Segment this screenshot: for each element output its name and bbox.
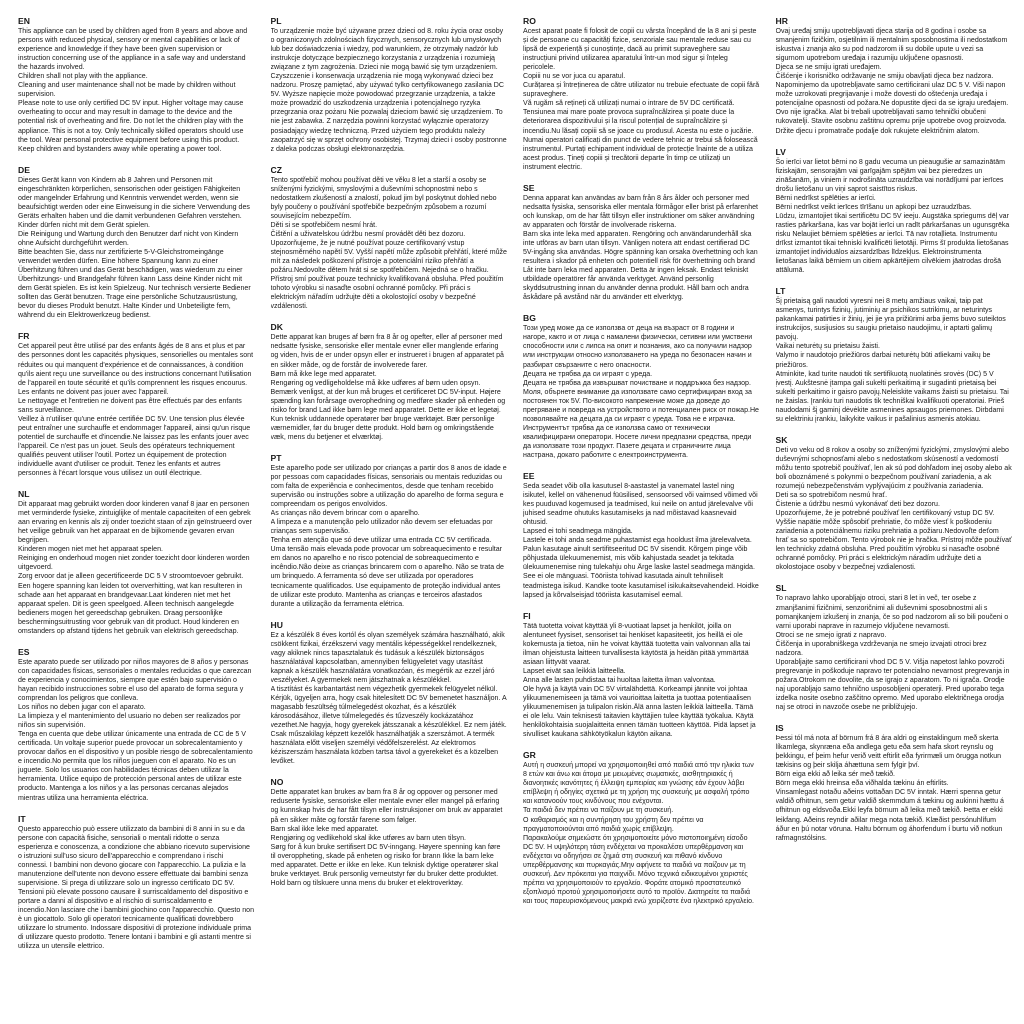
language-code-heading: PL: [270, 16, 282, 26]
safety-warning-text: Tento spotřebič mohou používat děti ve věku 8 let a starší a osoby se sníženými fyzickými, smyslovými a duševními schopnostmi nebo s nedostatkem zkušeností a znalostí, pokud jim byl poskytnut dohled nebo byly poučeny o používání spotřebiče bezpečným způsobem a rozumí souvisejícím nebezpečím. Děti si se spotřebičem nesmí hrát. Čištění a uživatelskou údržbu nesmí provádět děti bez dozoru. Upozorňujeme, že je nutné používat pouze certifikovaný vstup stejnosměrného napětí 5V. Vyšší napětí může způsobit přehřátí, které může mít za následek poškození přístroje a potenciální riziko přehřátí a požáru.Nedovolte dětem hrát si se spotřebičem. Nejedná se o hračku. Přístroj smí používat pouze technicky kvalifikovaná obsluha. Před použitím tohoto výrobku si nasaďte osobní ochranné pomůcky. Při práci s elektrickým nářadím udržujte děti a okolostojící osoby v bezpečné vzdálenosti.: [270, 176, 507, 311]
text-column-1: [18, 16, 255, 1016]
language-code-heading: EN: [18, 16, 30, 26]
safety-warning-text: To napravo lahko uporabljajo otroci, stari 8 let in več, ter osebe z zmanjšanimi fizičnimi, senzoričnimi ali duševnimi sposobnostmi ali s pomanjkanjem izkušenj in znanja, če so pod nadzorom ali so bili poučeni o varni uporabi naprave in razumejo vključene nevarnosti. Otroci se ne smejo igrati z napravo. Čiščenja in uporabniškega vzdrževanja ne smejo izvajati otroci brez nadzora. Uporabljajte samo certificirani vhod DC 5 V. Višja napetost lahko povzroči pregrevanje in poškoduje napravo ter potencialno nevarnost pregrevanja in požara.Otrokom ne dovolite, da se igrajo z aparatom. To ni igrača. Orodje naj uporabljajo samo tehnično usposobljeni operaterji. Pred uporabo tega izdelka nosite osebno zaščitno opremo. Med uporabo električnega orodja naj se otroci in navzoče osebe ne približujejo.: [775, 595, 1010, 712]
language-section-no: [271, 777, 508, 888]
language-code-heading: GR: [523, 750, 536, 761]
text-column-2: [271, 16, 508, 1016]
safety-warning-text: Denna apparat kan användas av barn från 8 års ålder och personer med nedsatta fysiska, sensoriska eller mentala förmågor eller brist på erfarenhet och kunskap, om de har fått tillsyn eller instruktioner om säker användning av apparaten och förstår de involverade riskerna. Barn ska inte leka med apparaten. Rengöring och användarunderhåll ska inte utföras av barn utan tillsyn. Vänligen notera att endast certifierad DC 5V-ingång ska användas. Högre spänning kan orsaka överhettning och kan resultera i skador på enheten och potentiell risk för överhettning och brand Låt inte barn leka med apparaten. Detta är ingen leksak. Endast tekniskt utbildade operatörer får använda verktyget. Använd personlig skyddsutrustning innan du använder denna produkt. Håll barn och andra åskådare på avstånd när du använder ett elverktyg.: [523, 194, 759, 302]
language-section-is: [776, 723, 1013, 843]
safety-warning-text: Este aparelho pode ser utilizado por crianças a partir dos 8 anos de idade e por pessoas com capacidades físicas, sensoriais ou mentais reduzidas ou com falta de experiência e conhecimentos, desde que tenham recebido supervisão ou instruções sobre a utilização do aparelho de forma segura e compreendam os perigos envolvidos. As crianças não devem brincar com o aparelho. A limpeza e a manutenção pelo utilizador não devem ser efetuadas por crianças sem supervisão. Tenha em atenção que só deve utilizar uma entrada CC 5V certificada. Uma tensão mais elevada pode provocar um sobreaquecimento e resultar em danos no aparelho e no risco potencial de sobreaquecimento e incêndio.Não deixe as crianças brincarem com o aparelho. Não se trata de um brinquedo. A ferramenta só deve ser utilizada por operadores tecnicamente qualificados. Use equipamento de proteção individual antes de utilizar este produto. Mantenha as crianças e terceiros afastados durante a utilização da ferramenta elétrica.: [270, 464, 507, 608]
language-code-heading: LV: [775, 146, 786, 157]
language-section-hu: [271, 620, 508, 767]
language-section-it: [18, 814, 255, 952]
language-code-heading: HR: [775, 16, 788, 26]
language-section-pt: [271, 453, 508, 609]
safety-warning-text: Þessi tól má nota af börnum frá 8 ára aldri og einstaklingum með skerta líkamlega, skynræna eða andlega getu eða sem hafa skort reynslu og þekkingu, ef þeim hefur verið veitt eftirlit eða fyrirmæli um örugga notkun tækisins og þeir skilja áhættuna sem fylgir því. Börn eiga ekki að leika sér með tækið. Börn mega ekki hreinsa eða viðhalda tækinu án eftirlits. Vinsamlegast notaðu aðeins vottaðan DC 5V inntak. Hærri spenna getur valdið ofhitnun, sem getur valdið skemmdum á tækinu og aukinni hættu á ofhitnun og eldsvoða.Ekki leyfa börnum að leika með tækið. Þetta er ekki leikfang. Aðeins reyndir aðilar mega nota tækið. Klæðist persónuhlífum áður en þú notar vöruna. Haltu börnum og áhorfendum í burtu við notkun rafmagnstólsins.: [775, 735, 1004, 842]
safety-warning-text: Ez a készülék 8 éves kortól és olyan személyek számára használható, akik csökkent fizikai, érzékszervi vagy mentális képességekkel rendelkeznek, vagy akiknek nincs tapasztalatuk és tudásuk a készülék biztonságos használatával kapcsolatban, amennyiben felügyeletet vagy utasítást kapnak a készülék használatára vonatkozóan, és megértik az ezzel járó veszélyeket. A gyermekek nem játszhatnak a készülékkel. A tisztítást és karbantartást nem végezhetik gyermekek felügyelet nélkül. Kérjük, ügyeljen arra, hogy csak hitelesített DC 5V bemenetet használjon. A magasabb feszültség túlmelegedést okozhat, és a készülék károsodásához, illetve túlmelegedés és tűzveszély kockázatához vezethet.Ne hagyja, hogy gyerekek játsszanak a készülékkel. Ez nem játék. Csak műszakilag képzett kezelők használhatják a szerszámot. A termék használata előtt viseljen személyi védőfelszerelést. Az elektromos kéziszerszám használata közben tartsa távol a gyerekeket és a közelben levőket.: [270, 631, 507, 766]
language-code-heading: LT: [775, 286, 786, 297]
safety-warning-text: Dit apparaat mag gebruikt worden door kinderen vanaf 8 jaar en personen met verminderde fysieke, zintuiglijke of mentale capaciteiten of een gebrek aan ervaring en kennis als zij onder toezicht staan of zijn geïnstrueerd over het veilige gebruik van het apparaat en de bijkomende gevaren ervan begrijpen. Kinderen mogen niet met het apparaat spelen. Reiniging en onderhoud mogen niet zonder toezicht door kinderen worden uitgevoerd. Zorg ervoor dat je alleen gecertificeerde DC 5 V stroomtoevoer gebruikt. Een hogere spanning kan leiden tot oververhitting, wat kan resulteren in schade aan het apparaat en brandgevaar.Laat kinderen niet met het apparaat spelen. Dit is geen speelgoed. Alleen technisch aangelegde bedieners mogen het gereedschap gebruiken. Draag persoonlijke beschermingsuitrusting voor gebruik van dit product. Houd kinderen en omstanders op afstand tijdens het gebruik van elektrisch gereedschap.: [18, 501, 252, 635]
language-code-heading: HU: [270, 619, 283, 630]
safety-warning-text: Tätä tuotetta voivat käyttää yli 8-vuotiaat lapset ja henkilöt, joilla on alentuneet fyysiset, sensoriset tai henkiset kapasiteetit, jos heillä ei ole kokemusta ja tietoa, niin he voivat käyttää tuotetta vain valvonnan alla tai ilman ohjeistusta laitteen turvallisesta käytöstä ja heidän pitää ymmärtää asiaan liittyvät vaarat. Lapset eivät saa leikkiä laitteella. Anna alle lasten puhdistaa tai huoltaa laitetta ilman valvontaa. Ole hyvä ja käytä vain DC 5V virtalähdettä. Korkeampi jännite voi johtaa ylikuumenemiseen ja tämä voi vaurioittaa laitetta ja tuottaa potentiaalisen ylikuumenemisen ja tulipalon riskin.Älä anna lasten leikkiä laitteella. Tämä ei ole lelu. Vain teknisesti taitavien käyttäjien tulee käyttää työkalua. Käytä henkilökohtaisia suojalaitteita ennen tämän tuotteen käyttöä. Pidä lapset ja sivulliset kaukana sähkötyökalun käytön aikana.: [523, 622, 756, 739]
safety-warning-text: Dette apparat kan bruges af børn fra 8 år og opefter, eller af personer med nedsatte fysiske, sensoriske eller mentale evner eller manglende erfaring og viden, hvis de er under opsyn eller er instrueret i brugen af apparatet på en sikker måde, og de forstår de involverede farer. Børn må ikke lege med apparatet. Rengøring og vedligeholdelse må ikke udføres af børn uden opsyn. Bemærk venligst, at der kun må bruges et certificeret DC 5V-input. Højere spænding kan forårsage overophedning og medføre skader på enheden og risiko for brand Lad ikke børn lege med apparatet. Dette er ikke et legetøj. Kun teknisk uddannede operatører bør bruge værktøjet. Bær personlige værnemidler, før du bruger dette produkt. Hold børn og omkringstående væk, mens du betjener et elværktøj.: [270, 334, 506, 441]
safety-warning-text: Deti vo veku od 8 rokov a osoby so zníženými fyzickými, zmyslovými alebo duševnými schopnosťami alebo s nedostatkom skúseností a vedomostí môžu tento spotrebič používať, len ak sú pod dohľadom inej osoby alebo ak boli oboznámené s pokynmi o bezpečnom používaní zariadenia, a ak rozumejú nebezpečenstvám vyplývajúcim z používania zariadenia. Deti sa so spotrebičom nesmú hrať. Čistenie a údržbu nesmú vykonávať deti bez dozoru. Upozorňujeme, že je potrebné používať len certifikovaný vstup DC 5V. Vyššie napätie môže spôsobiť prehriatie, čo môže viesť k poškodeniu zariadenia a potenciálnemu riziku prehriatia a požiaru.Nedovoľte deťom hrať sa so spotrebičom. Tento výrobok nie je hračka. Prístroj môže používať len technicky zdatná obsluha. Pred použitím výrobku si nasaďte osobné ochranné pomôcky. Pri práci s elektrickým náradím udržujte deti a okolostojace osoby v bezpečnej vzdialenosti.: [775, 446, 1012, 572]
language-code-heading: DE: [18, 164, 30, 175]
safety-warning-text: Acest aparat poate fi folosit de copii cu vârsta începând de la 8 ani și peste și de persoane cu capacități fizice, senzoriale sau mentale reduse sau cu lipsă de experiență și cunoștințe, dacă au primit supraveghere sau instrucțiuni privind utilizarea aparatului într-un mod sigur și înțeleg pericolele. Copiii nu se vor juca cu aparatul. Curățarea și întreținerea de către utilizator nu trebuie efectuate de copii fără supraveghere. Vă rugăm să rețineți că utilizați numai o intrare de 5V DC certificată. Tensiunea mai mare poate provoca supraîncălzirea și poate duce la deteriorarea dispozitivului și la riscul potențial de supraîncălzire și incendiu.Nu lăsați copiii să se joace cu produsul. Acesta nu este o jucărie. Numai operatori calificați din punct de vedere tehnic ar trebui să folosească instrumentul. Purtați echipament individual de protecție înainte de a utiliza acest produs. Țineți copiii și trecătorii departe în timp ce utilizați un instrument electric.: [523, 28, 760, 171]
safety-warning-text: Questo apparecchio può essere utilizzato da bambini di 8 anni in su e da persone con capacità fisiche, sensoriali o mentali ridotte o senza esperienza e conoscenza, a condizione che abbiano ricevuto supervisione o istruzioni sull'uso sicuro dell'apparecchio e comprendano i rischi connessi. I bambini non devono giocare con l'apparecchio. La pulizia e la manutenzione dell'utente non devono essere effettuate dai bambini senza supervisione. Si prega di utilizzare solo un ingresso certificato DC 5V. Tensioni più elevate possono causare il surriscaldamento del dispositivo e portare a danni al dispositivo e al rischio di surriscaldamento e incendio.Non lasciare che i bambini giochino con l'apparecchio. Questo non è un giocattolo. Solo gli operatori tecnicamente qualificati dovrebbero utilizzare lo strumento. Indossare dispositivi di protezione individuale prima di utilizzare questo prodotto. Tenere lontani i bambini e gli astanti mentre si utilizza un utensile elettrico.: [18, 825, 254, 951]
language-code-heading: CZ: [270, 164, 282, 175]
language-section-hr: [776, 16, 1013, 136]
text-column-4: [776, 16, 1013, 1016]
language-section-es: [18, 647, 255, 803]
language-section-sl: [776, 583, 1013, 712]
language-code-heading: PT: [270, 452, 282, 463]
safety-warning-text: Ovaj uređaj smiju upotrebljavati djeca starija od 8 godina i osobe sa smanjenim fizičkim, osjetilnim ili mentalnim sposobnostima ili nedostatkom iskustva i znanja ako su pod nadzorom ili su dobile upute u vezi sa sigurnom upotrebom uređaja i razumiju uključene opasnosti. Djeca se ne smiju igrati uređajem. Čišćenje i korisničko održavanje ne smiju obavljati djeca bez nadzora. Napominjemo da upotrebljavate samo certificirani ulaz DC 5 V. Viši napon može uzrokovati pregrijavanje i može dovesti do oštećenja uređaja i potencijalne opasnosti od požara.Ne dopustite djeci da se igraju uređajem. Ovo nije igračka. Alat bi trebali upotrebljavati samo tehnički obučeni rukovatelji. Stavite osobnu zaštitnu opremu prije upotrebe ovog proizvoda. Držite djecu i promatrače podalje dok rukujete električnim alatom.: [775, 28, 1009, 135]
language-code-heading: DK: [270, 322, 283, 333]
language-code-heading: BG: [523, 313, 536, 324]
language-section-fr: [18, 331, 255, 478]
language-code-heading: SK: [775, 434, 788, 445]
language-code-heading: NO: [270, 777, 284, 788]
language-section-lt: [776, 286, 1013, 424]
safety-warning-text: Dieses Gerät kann von Kindern ab 8 Jahren und Personen mit eingeschränkten körperlichen, sensorischen oder geistigen Fähigkeiten oder mangelnder Erfahrung und Kenntnis verwendet werden, wenn sie beaufsichtigt werden oder eine Einweisung in die sichere Verwendung des Geräts erhalten haben und die damit verbundenen Gefahren verstehen. Kinder dürfen nicht mit dem Gerät spielen. Die Reinigung und Wartung durch den Benutzer darf nicht von Kindern ohne Aufsicht durchgeführt werden. Bitte beachten Sie, dass nur zertifizierte 5-V-Gleichstromeingänge verwendet werden dürfen. Eine höhere Spannung kann zu einer Überhitzung führen und das Gerät beschädigen, was wiederum zu einer Überhitzungs- und Brandgefahr führen kann Lass deine Kinder nicht mit dem Gerät spielen. Es ist kein Spielzeug. Nur technisch versierte Bediener sollten das Gerät benutzen. Trage eine persönliche Schutzausrüstung, bevor du dieses Produkt benutzt. Halte Kinder und Unbeteiligte fern, während du ein Elektrowerkzeug bedienst.: [18, 176, 251, 320]
safety-warning-text: Dette apparatet kan brukes av barn fra 8 år og oppover og personer med reduserte fysiske, sensoriske eller mentale evner eller mangel på erfaring og kunnskap hvis de har fått tilsyn eller instruksjoner om bruk av apparatet på en sikker måte og forstår farene som følger. Barn skal ikke leke med apparatet. Rengjøring og vedlikehold skal ikke utføres av barn uten tilsyn. Sørg for å kun bruke sertifisert DC 5V-inngang. Høyere spenning kan føre til overoppheting, skade på enheten og risiko for brann Ikke la barn leke med apparatet. Dette er ikke en leke. Kun teknisk dyktige operatører skal bruke verktøyet. Bruk personlig verneutstyr før du bruker dette produktet. Hold barn og tilskuere unna mens du bruker et elektroverktøy.: [270, 789, 503, 887]
language-section-cz: [271, 165, 508, 312]
language-section-fi: [523, 611, 760, 740]
language-code-heading: SE: [523, 182, 535, 193]
language-section-ee: [523, 471, 760, 600]
language-code-heading: NL: [18, 489, 30, 500]
safety-warning-text: Cet appareil peut être utilisé par des enfants âgés de 8 ans et plus et par des personnes dont les capacités physiques, sensorielles ou mentales sont réduites ou qui manquent d'expérience et de connaissances, à condition qu'ils aient reçu une surveillance ou des instructions concernant l'utilisation de l'appareil en toute sécurité et qu'ils comprennent les risques encourus. Les enfants ne doivent pas jouer avec l'appareil. Le nettoyage et l'entretien ne doivent pas être effectués par des enfants sans surveillance. Veillez à n'utiliser qu'une entrée certifiée DC 5V. Une tension plus élevée peut entraîner une surchauffe et endommager l'appareil, ainsi qu'un risque potentiel de surchauffe et d'incendie.Ne laissez pas les enfants jouer avec l'appareil. Ce n'est pas un jouet. Seuls des opérateurs techniquement qualifiés peuvent utiliser l'outil. Portez un équipement de protection individuelle avant d'utiliser ce produit. Tenez les enfants et autres personnes à l'écart lorsque vous utilisez un outil électrique.: [18, 343, 254, 478]
language-code-heading: RO: [523, 16, 536, 26]
language-code-heading: IS: [775, 723, 784, 734]
language-section-sk: [776, 435, 1013, 573]
language-code-heading: EE: [523, 471, 535, 482]
language-code-heading: ES: [18, 646, 30, 657]
language-section-lv: [776, 147, 1013, 276]
language-code-heading: FR: [18, 331, 30, 342]
safety-warning-text: To urządzenie może być używane przez dzieci od 8. roku życia oraz osoby o ograniczonych zdolnościach fizycznych, sensorycznych lub umysłowych lub bez doświadczenia i wiedzy, pod warunkiem, że otrzymały nadzór lub instrukcje dotyczące bezpiecznego korzystania z urządzenia i rozumieją związane z tym zagrożenia. Dzieci nie mogą bawić się tym urządzeniem. Czyszczenie i konserwacja urządzenia nie mogą wykonywać dzieci bez nadzoru. Proszę pamiętać, aby używać tylko certyfikowanego zasilania DC 5V. Wyższe napięcie może powodować przegrzanie urządzenia, a także może prowadzić do uszkodzenia urządzenia i potencjalnego ryzyka przegrzania oraz pożaru Nie pozwalaj dzieciom bawić się urządzeniem. To nie jest zabawka. Z narzędzia powinni korzystać wyłącznie operatorzy posiadający wiedzę techniczną. Przed użyciem tego produktu należy zaopatrzyć się w sprzęt ochrony osobistej. Trzymaj dzieci i osoby postronne z daleka podczas obsługi elektronarzędzia.: [270, 28, 507, 153]
safety-warning-text: Seda seadet võib olla kasutusel 8-aastastel ja vanematel lastel ning isikutel, kellel on vähenenud füüsilised, sensoorsed või vaimsed võimed või kes puuduvad kogemused ja teadmised, kui neile on antud järelevalve või juhised seadme ohutuks kasutamiseks ja nad mõistavad kaasnevaid ohtusid. Lapsed ei tohi seadmega mängida. Lastele ei tohi anda seadme puhastamist ega hooldust ilma järelevalveta. Palun kasutage ainult sertifitseeritud DC 5V sisendit. Kõrgem pinge võib põhjustada ülekuumenemist, mis võib kahjustada seadet ja tekitada ülekuumenemise ning tulekahju ohu Ärge laske lastel seadmega mängida. See ei ole mänguasi. Tööriista tohivad kasutada ainult tehniliselt teadmistega isikud. Kandke toote kasutamisel isikukaitsevahendeid. Hoidke lapsed ja kõrvalseisjad tööriista kasutamisel eemal.: [523, 483, 759, 599]
text-column-3: [523, 16, 760, 1016]
safety-warning-text: Šį prietaisą gali naudoti vyresni nei 8 metų amžiaus vaikai, taip pat asmenys, turintys fizinių, jutiminių ar psichikos sutrikimų, ar neturintys pakankamai patirties ir žinių, jei jie yra prižiūrimi arba jiems buvo suteiktos instrukcijos, susijusios su saugiu prietaiso naudojimu, ir aptarti galimų pavojų. Vaikai neturėtų su prietaisu žaisti. Valymo ir naudotojo priežiūros darbai neturėtų būti atliekami vaikų be priežiūros. Atminkite, kad turite naudoti tik sertifikuotą nuolatinės srovės (DC) 5 V įvestį. Aukštesnė įtampa gali sukelti perkaitimą ir sugadinti prietaisą bei sukelti perkaitimo ir gaisro pavojų.Neleiskite vaikams žaisti su prietaisu. Tai ne žaislas. Įrankiu turi naudotis tik techniškai kvalifikuoti operatoriai. Prieš naudodami šį gaminį dėvėkite asmenines apsaugos priemones. Dirbdami su elektriniu įrankiu, laikykite vaikus ir pašalinius asmenis atokiau.: [775, 298, 1009, 423]
language-section-se: [523, 183, 760, 303]
language-section-de: [18, 165, 255, 321]
language-section-ro: [523, 16, 760, 172]
language-code-heading: FI: [523, 610, 531, 621]
language-code-heading: IT: [18, 813, 26, 824]
language-section-pl: [271, 16, 508, 154]
safety-warning-text: This appliance can be used by children aged from 8 years and above and persons with reduced physical, sensory or mental capabilities or lack of experience and knowledge if they have been given supervision or instruction concerning use of the appliance in a safe way and understand the hazards involved. Children shall not play with the appliance. Cleaning and user maintenance shall not be made by children without supervision. Please note to use only certified DC 5V input. Higher voltage may cause overheating to occur and may result in damage to the device and the potential risk of overheating and fire. Do not let the children play with the appliance. This is not a toy. Only technically skilled operators should use the tool. Wear personal protective equipment before using this product. Keep children and bystanders away while operating a power tool.: [18, 28, 248, 153]
safety-warning-text: Šo ierīci var lietot bērni no 8 gadu vecuma un pieaugušie ar samazinātām fiziskajām, sensorajām vai garīgajām spējām vai bez pieredzes un zināšanām, ja viniem ir nodrošināta uzraudzība vai norādījumi par ierīces drošu lietošanu un viņi saprot saistītos riskus. Bērni nedrīkst spēlēties ar ierīci. Bērni nedrīkst veikt ierīces tīrīšanu un apkopi bez uzraudzības. Lūdzu, izmantojiet tikai sertificētu DC 5V ieeju. Augstāka spriegums dēļ var rasties pārkaršana, kas var bojāt ierīci un radīt pārkaršanas un ugunsgrēka risku Nelaujiet bērniem spēlēties ar ierīci. Tā nav rotaļlieta. Instrumentu drīkst izmantot tikai tehniski kvalificēti lietotāji. Pirms šī produkta lietošanas izmantojiet individuālos aizsardzības līdzekļus. Elektroinstrumenta lietošanas laikā bērniem un citiem apkārtējiem cilvēkiem jāatrodas drošā attālumā.: [775, 158, 1010, 275]
language-code-heading: SL: [775, 583, 787, 594]
safety-warning-text: Този уред може да се използва от деца на възраст от 8 години и нагоре, както и от лица с намалени физически, сетивни или умствени способности или с липса на опит и познания, ако са получили надзор или инструкции относно използването на уреда по безопасен начин и разбират свързаните с него опасности. Децата не трябва да си играят с уреда. Децата не трябва да извършват почистване и поддръжка без надзор. Моля, обърнете внимание да използвате само сертифициран вход за постоянен ток 5V. По-високото напрежение може да доведе до прегряване и повреда на устройството и потенциален риск от пожар.Не позволявайте на децата да си играят с уреда. Това не е играчка. Инструментът трябва да се използва само от технически квалифицирани оператори. Носете лични предпазни средства, преди да използвате този продукт. Пазете децата и страничните лица настрана, докато работите с електроинструмента.: [523, 325, 759, 459]
safety-warning-text: Este aparato puede ser utilizado por niños mayores de 8 años y personas con capacidades físicas, sensoriales o mentales reducidas o que carezcan de experiencia y conocimientos, siempre que estén bajo supervisión o hayan recibido instrucciones sobre el uso del aparato de forma segura y comprendan los peligros que conlleva. Los niños no deben jugar con el aparato. La limpieza y el mantenimiento del usuario no deben ser realizados por niños sin supervisión. Tenga en cuenta que debe utilizar únicamente una entrada de CC de 5 V certificada. Un voltaje superior puede provocar un sobrecalentamiento y provocar daños en el dispositivo y un posible riesgo de sobrecalentamiento e incendio.No permita que los niños jueguen con el aparato. No es un juguete. Solo los usuarios con habilidades técnicas deben utilizar la herramienta. Utilice equipo de protección personal antes de utilizar este producto. Mantenga a los niños y a las personas cercanas alejados mientras utiliza una herramienta eléctrica.: [18, 658, 253, 802]
language-section-en: [18, 16, 255, 154]
language-section-dk: [271, 322, 508, 442]
language-section-bg: [523, 313, 760, 460]
language-section-gr: [523, 750, 760, 906]
language-section-nl: [18, 489, 255, 636]
safety-warning-text: Αυτή η συσκευή μπορεί να χρησιμοποιηθεί από παιδιά από την ηλικία των 8 ετών και άνω και άτομα με μειωμένες σωματικές, αισθητηριακές ή διανοητικές ικανότητες ή έλλειψη εμπειρίας και γνώσης εάν έχουν λάβει επίβλεψη ή οδηγίες σχετικά με τη χρήση της συσκευής με ασφαλή τρόπο και κατανοούν τους κινδύνους που ενέχονται. Τα παιδιά δεν πρέπει να παίζουν με τη συσκευή. Ο καθαρισμός και η συντήρηση του χρήστη δεν πρέπει να πραγματοποιούνται από παιδιά χωρίς επίβλεψη. Παρακαλούμε σημειώστε ότι χρησιμοποιείτε μόνο πιστοποιημένη είσοδο DC 5V. Η υψηλότερη τάση ενδέχεται να προκαλέσει υπερθέρμανση και ενδέχεται να οδηγήσει σε ζημιά στη συσκευή και πιθανό κίνδυνο υπερθέρμανσης και πυρκαγιάς.Μην αφήνετε τα παιδιά να παίζουν με τη συσκευή. Δεν πρόκειται για παιχνίδι. Μόνο τεχνικά ειδικευμένοι χειριστές πρέπει να χρησιμοποιούν το εργαλείο. Φοράτε ατομικό προστατευτικό εξοπλισμό προτού χρησιμοποιήσετε αυτό το προϊόν. Διατηρείτε τα παιδιά και τους παρευρισκόμενους μακριά ενώ χειρίζεστε ένα ηλεκτρικό εργαλείο.: [523, 762, 754, 905]
